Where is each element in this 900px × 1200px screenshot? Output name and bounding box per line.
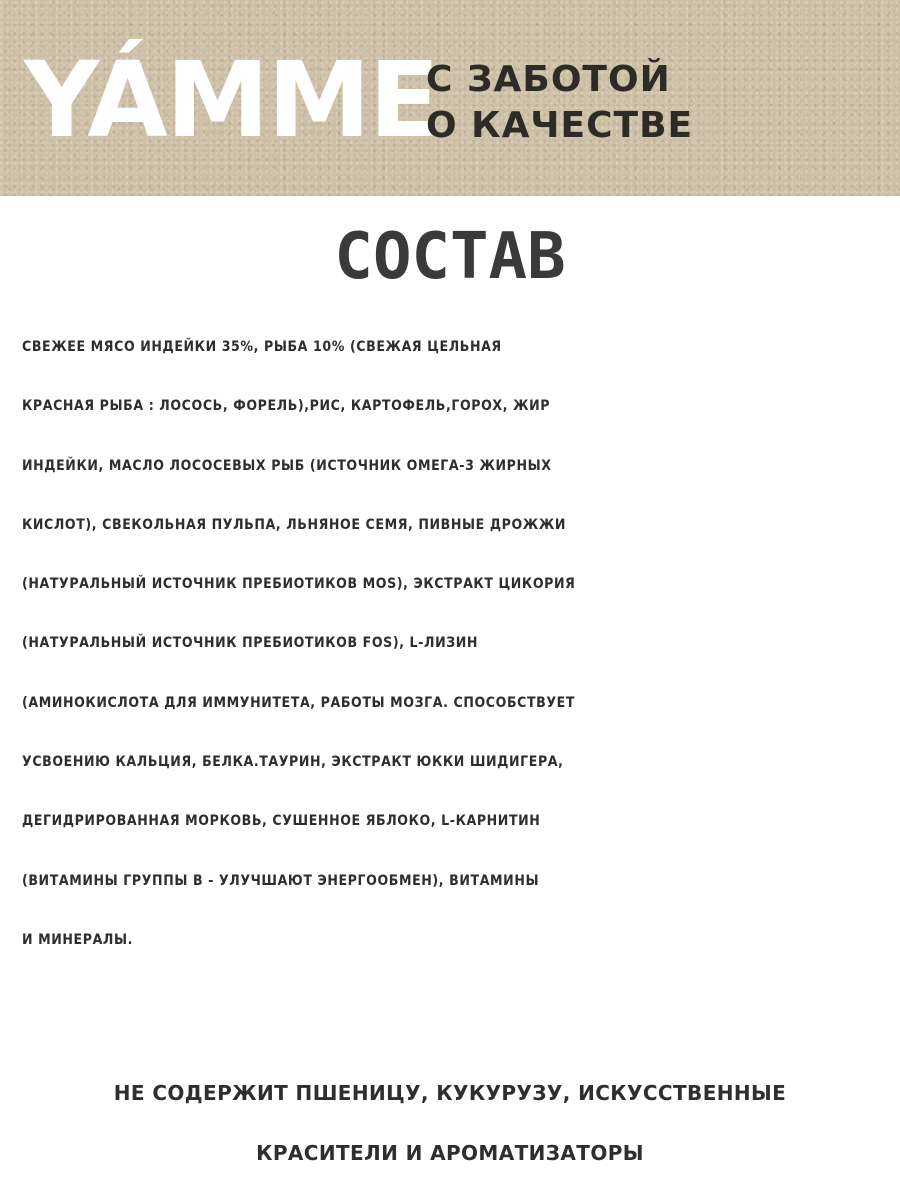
tagline-line-2: О КАЧЕСТВЕ: [426, 105, 694, 146]
brand-logo: YÁMME: [24, 39, 438, 161]
composition-line: КРАСНАЯ РЫБА : ЛОСОСЬ, ФОРЕЛЬ),РИС, КАРТОФЕЛЬ,ГОРОХ, ЖИР: [22, 398, 551, 415]
section-title: СОСТАВ: [334, 220, 566, 294]
composition-line: ДЕГИДРИРОВАННАЯ МОРКОВЬ, СУШЕННОЕ ЯБЛОКО, L-КАРНИТИН: [22, 813, 541, 830]
composition-line: (НАТУРАЛЬНЫЙ ИСТОЧНИК ПРЕБИОТИКОВ FOS), L-ЛИЗИН: [22, 635, 479, 652]
free-from-notice: [0, 1063, 900, 1183]
notice-line-1: НЕ СОДЕРЖИТ ПШЕНИЦУ, КУКУРУЗУ, ИСКУССТВЕННЫЕ: [113, 1081, 787, 1105]
composition-line: (АМИНОКИСЛОТА ДЛЯ ИММУНИТЕТА, РАБОТЫ МОЗГА. СПОСОБСТВУЕТ: [22, 694, 576, 711]
composition-line: ИНДЕЙКИ, МАСЛО ЛОСОСЕВЫХ РЫБ (ИСТОЧНИК ОМЕГА-3 ЖИРНЫХ: [22, 457, 552, 474]
composition-line: И МИНЕРАЛЫ.: [22, 931, 134, 948]
tagline-line-1: С ЗАБОТОЙ: [426, 59, 671, 100]
composition-line: (НАТУРАЛЬНЫЙ ИСТОЧНИК ПРЕБИОТИКОВ MOS), ЭКСТРАКТ ЦИКОРИЯ: [22, 576, 576, 593]
brand-header: [0, 0, 900, 196]
composition-text: [22, 318, 882, 970]
composition-line: УСВОЕНИЮ КАЛЬЦИЯ, БЕЛКА.ТАУРИН, ЭКСТРАКТ ЮККИ ШИДИГЕРА,: [22, 754, 564, 771]
brand-tagline: [426, 57, 693, 149]
composition-line: СВЕЖЕЕ МЯСО ИНДЕЙКИ 35%, РЫБА 10% (СВЕЖАЯ ЦЕЛЬНАЯ: [22, 339, 502, 355]
composition-line: КИСЛОТ), СВЕКОЛЬНАЯ ПУЛЬПА, ЛЬНЯНОЕ СЕМЯ, ПИВНЫЕ ДРОЖЖИ: [22, 516, 566, 533]
notice-line-2: КРАСИТЕЛИ И АРОМАТИЗАТОРЫ: [256, 1141, 644, 1165]
composition-line: (ВИТАМИНЫ ГРУППЫ В - УЛУЧШАЮТ ЭНЕРГООБМЕН), ВИТАМИНЫ: [22, 872, 540, 889]
